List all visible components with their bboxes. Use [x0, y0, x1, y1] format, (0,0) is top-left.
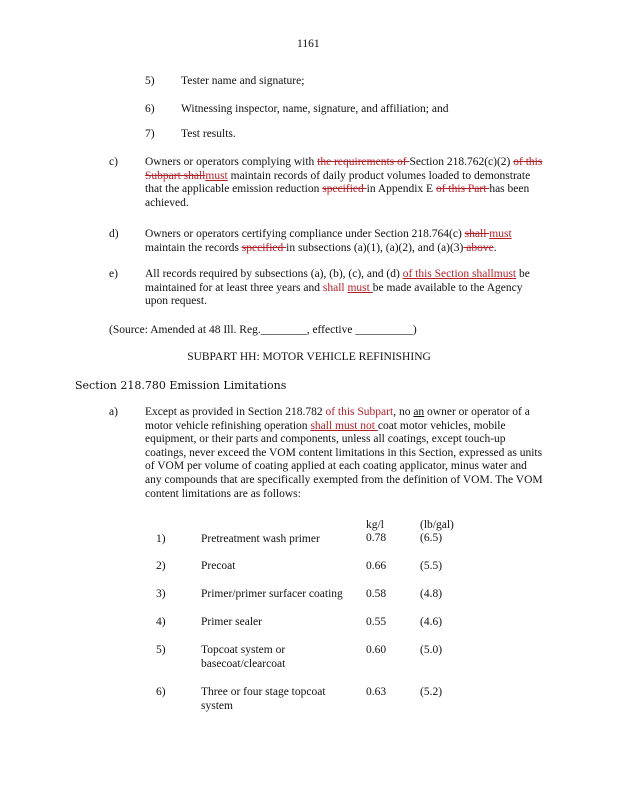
- blank-line: ________: [260, 324, 307, 336]
- text-run: , no: [393, 406, 414, 418]
- table-row-name: Topcoat system or basecoat/clearcoat: [201, 644, 286, 670]
- subsection-label-e: e): [109, 268, 118, 280]
- deleted-text: of this Part: [435, 183, 490, 196]
- list-item-number: 5): [145, 75, 155, 87]
- table-row-lbgal: (4.8): [420, 588, 443, 600]
- table-row-name: Primer/primer surfacer coating: [201, 588, 343, 600]
- deleted-text: above: [463, 241, 494, 254]
- red-text: shall: [322, 281, 345, 294]
- deleted-text: specified: [322, 183, 367, 196]
- list-item-text: Test results.: [181, 128, 236, 140]
- table-row-number: 3): [156, 588, 166, 600]
- underlined-text: an: [413, 406, 425, 418]
- text-run: , effective: [306, 324, 356, 336]
- text-run: owner or operator of a motor vehicle refinishing operation: [145, 406, 530, 432]
- table-header-kgl: kg/l: [366, 519, 384, 531]
- table-row-name: Precoat: [201, 560, 236, 572]
- inserted-text: must: [347, 281, 373, 294]
- table-row-kgl: 0.66: [366, 560, 387, 572]
- table-row-number: 2): [156, 560, 166, 572]
- text-run: be maintained for at least three years and: [145, 268, 530, 294]
- table-row-name: Primer sealer: [201, 616, 262, 628]
- list-item-number: 7): [145, 128, 155, 140]
- text-run: maintain the records: [145, 241, 242, 254]
- text-run: be made available to the Agency upon request.: [145, 281, 523, 308]
- text-run: Except as provided in Section 218.782: [145, 406, 326, 418]
- text-run: has been achieved.: [145, 183, 530, 209]
- section-heading: Section 218.780 Emission Limitations: [75, 379, 287, 392]
- inserted-text: of this Section shall: [402, 268, 494, 280]
- subsection-label-c: c): [109, 156, 118, 168]
- deleted-text: of this Subpart shall: [145, 156, 543, 182]
- list-item-number: 6): [145, 103, 155, 115]
- subpart-title: SUBPART HH: MOTOR VEHICLE REFINISHING: [187, 351, 431, 363]
- page-number: 1161: [297, 38, 320, 50]
- text-run: in Appendix E: [366, 183, 436, 196]
- inserted-text: must: [205, 169, 228, 182]
- table-row-name: Three or four stage topcoat system: [201, 686, 326, 712]
- table-row-kgl: 0.78: [366, 532, 387, 544]
- text-run: Section 218.762(c)(2): [409, 156, 514, 168]
- table-row-lbgal: (5.2): [420, 686, 443, 698]
- text-run: in subsections (a)(1), (a)(2), and (a)(3): [286, 241, 464, 254]
- deleted-text: specified: [241, 241, 287, 254]
- table-row-number: 5): [156, 644, 166, 656]
- blank-line: __________: [355, 324, 413, 336]
- subsection-label-a: a): [109, 406, 118, 418]
- inserted-text: must: [489, 228, 512, 240]
- text-run: All records required by subsections (a), (b), (c), and (d): [145, 268, 403, 280]
- inserted-text: must: [493, 268, 517, 280]
- table-row-lbgal: (5.0): [420, 644, 443, 656]
- list-item-text: Witnessing inspector, name, signature, and affiliation; and: [181, 103, 449, 115]
- table-row-number: 1): [156, 533, 166, 545]
- table-row-lbgal: (5.5): [420, 560, 443, 572]
- table-row-number: 4): [156, 616, 166, 628]
- table-row-kgl: 0.55: [366, 616, 387, 628]
- text-run: Owners or operators complying with: [145, 156, 318, 168]
- table-row-lbgal: (4.6): [420, 616, 443, 628]
- text-run: Owners or operators certifying compliance under Section 218.764(c): [145, 228, 465, 240]
- inserted-text: shall must not: [310, 419, 378, 432]
- subsection-label-d: d): [109, 228, 119, 240]
- text-run: ): [412, 324, 417, 336]
- deleted-text: shall: [464, 228, 490, 240]
- table-row-kgl: 0.63: [366, 686, 387, 698]
- text-run: coat motor vehicles, mobile equipment, or their parts and components, unless all coatings, except touch-up coatings, never exceed the VOM content limitations in this Section, expressed as units of VOM per volume of coating applied at each coating applicator, minus water and any compounds that are specifically exempted from the definition of VOM. The VOM content limitations are as follows:: [145, 419, 543, 500]
- text-run: .: [493, 241, 497, 254]
- text-run: maintain records of daily product volumes loaded to demonstrate that the applicable emission reduction: [145, 169, 531, 196]
- list-item-text: Tester name and signature;: [181, 75, 305, 87]
- table-row-name: Pretreatment wash primer: [201, 533, 320, 545]
- text-run: (Source: Amended at 48 Ill. Reg.: [109, 324, 261, 336]
- table-header-lbgal: (lb/gal): [420, 519, 454, 531]
- table-row-kgl: 0.60: [366, 644, 387, 656]
- source-note: [109, 324, 417, 338]
- deleted-text: the requirements of: [317, 156, 410, 168]
- subsection-c-text: [145, 156, 545, 210]
- subsection-e-text: [145, 268, 545, 309]
- table-row-kgl: 0.58: [366, 588, 387, 600]
- subsection-d-text: [145, 228, 545, 255]
- subsection-a-text: [145, 406, 545, 501]
- table-row-number: 6): [156, 686, 166, 698]
- table-row-lbgal: (6.5): [420, 532, 443, 544]
- red-text: of this Subpart: [325, 406, 394, 418]
